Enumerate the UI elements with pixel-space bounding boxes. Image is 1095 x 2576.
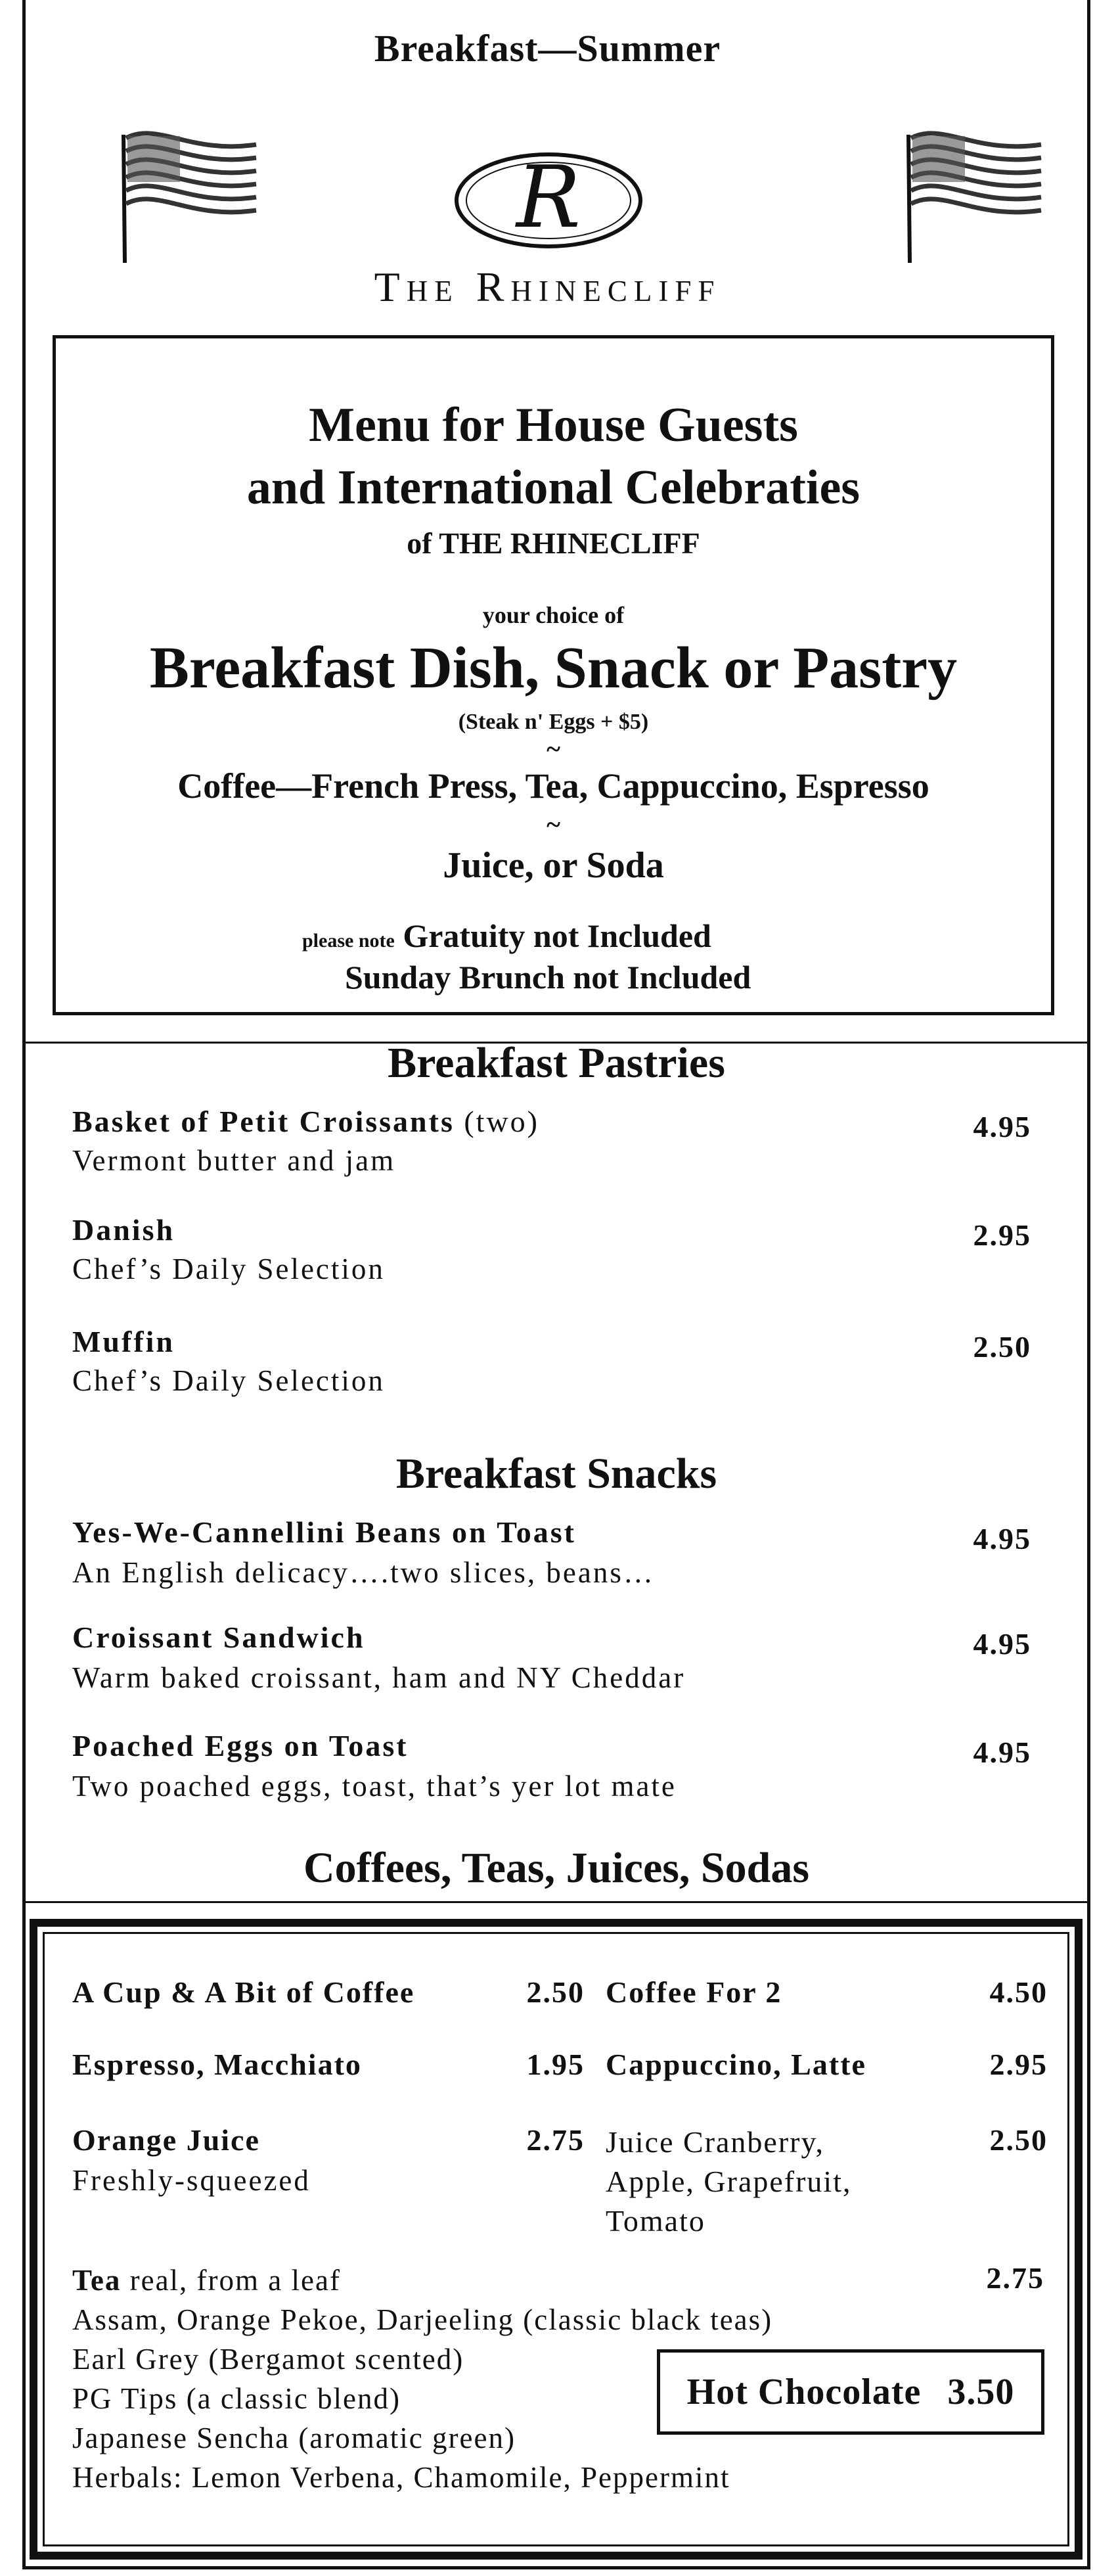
steak-note: (Steak n' Eggs + $5) [458, 710, 649, 734]
list-item-price: 4.95 [973, 1110, 1031, 1143]
cappuccino-price: 2.95 [989, 2048, 1048, 2081]
tea-line: Earl Grey (Bergamot scented) [72, 2343, 464, 2376]
gratuity-text: Gratuity not Included [403, 917, 711, 954]
american-flag-icon [112, 108, 263, 266]
juice-line3: Tomato [606, 2204, 705, 2238]
gratuity-note [302, 917, 711, 955]
list-item-desc: Chef’s Daily Selection [72, 1253, 385, 1285]
espresso-price: 1.95 [526, 2048, 585, 2081]
snacks-title: Breakfast Snacks [395, 1450, 717, 1498]
coffee-line: Coffee—French Press, Tea, Cappuccino, Espresso [177, 766, 929, 806]
intro-of-line: of THE RHINECLIFF [407, 526, 700, 560]
menu-season-title: Breakfast—Summer [374, 27, 721, 70]
cup-coffee-name: A Cup & A Bit of Coffee [72, 1975, 415, 2009]
list-item-name: Danish [72, 1213, 175, 1247]
orange-juice-price: 2.75 [526, 2123, 585, 2157]
intro-title-line2: and International Celebraties [246, 461, 860, 515]
orange-juice-name: Orange Juice [72, 2123, 260, 2157]
tea-line: Assam, Orange Pekoe, Darjeeling (classic black teas) [72, 2303, 773, 2336]
list-item-price: 4.95 [973, 1736, 1031, 1769]
separator: ~ [547, 810, 560, 839]
drinks-title: Coffees, Teas, Juices, Sodas [303, 1844, 810, 1892]
tea-line: PG Tips (a classic blend) [72, 2382, 401, 2415]
espresso-name: Espresso, Macchiato [72, 2048, 362, 2081]
tea-line: Japanese Sencha (aromatic green) [72, 2422, 516, 2454]
section-divider [22, 1901, 1090, 1903]
juice-line1: Juice Cranberry, [606, 2125, 824, 2159]
list-item-desc: An English delicacy….two slices, beans… [72, 1556, 655, 1589]
juice-price: 2.50 [989, 2123, 1048, 2157]
juice-line: Juice, or Soda [443, 845, 664, 886]
list-item-name: Muffin [72, 1325, 175, 1358]
cup-coffee-price: 2.50 [526, 1975, 585, 2009]
list-item-price: 4.95 [973, 1627, 1031, 1661]
list-item-price: 2.95 [973, 1218, 1031, 1252]
intro-title-line1: Menu for House Guests [309, 398, 798, 452]
juice-line2: Apple, Grapefruit, [606, 2165, 852, 2198]
coffee-for-2-name: Coffee For 2 [606, 1975, 782, 2009]
list-item-name: Yes-We-Cannellini Beans on Toast [72, 1515, 576, 1549]
brunch-note: Sunday Brunch not Included [345, 959, 751, 996]
svg-text:R: R [516, 147, 581, 247]
please-note-label: please note [302, 930, 395, 952]
rhinecliff-monogram-logo [447, 135, 650, 266]
tea-heading: Tea real, from a leaf [72, 2264, 341, 2297]
list-item-name: Poached Eggs on Toast [72, 1729, 409, 1762]
orange-juice-desc: Freshly-squeezed [72, 2164, 311, 2197]
coffee-for-2-price: 4.50 [989, 1975, 1048, 2009]
hot-chocolate-name: Hot Chocolate [686, 2372, 922, 2412]
separator: ~ [547, 734, 560, 764]
choice-main: Breakfast Dish, Snack or Pastry [149, 635, 958, 701]
list-item-desc: Warm baked croissant, ham and NY Cheddar [72, 1661, 686, 1694]
house-guest-menu-box [53, 335, 1054, 1015]
hot-chocolate-price: 3.50 [947, 2372, 1015, 2412]
list-item-name: Croissant Sandwich [72, 1621, 365, 1654]
tea-price: 2.75 [986, 2261, 1044, 2295]
pastries-title: Breakfast Pastries [388, 1039, 725, 1087]
list-item-price: 4.95 [973, 1522, 1031, 1555]
choice-label: your choice of [482, 602, 625, 628]
cappuccino-name: Cappuccino, Latte [606, 2048, 866, 2081]
list-item-desc: Chef’s Daily Selection [72, 1364, 385, 1397]
brand-wordmark: The Rhinecliff [374, 264, 721, 310]
hot-chocolate-box [657, 2349, 1044, 2435]
juice-list [606, 2123, 852, 2241]
tea-line: Herbals: Lemon Verbena, Chamomile, Peppermint [72, 2461, 730, 2494]
list-item-desc: Two poached eggs, toast, that’s yer lot mate [72, 1770, 677, 1803]
list-item-name: Basket of Petit Croissants (two) [72, 1105, 539, 1138]
list-item-desc: Vermont butter and jam [72, 1144, 396, 1177]
american-flag-icon [897, 108, 1048, 266]
list-item-price: 2.50 [973, 1330, 1031, 1364]
